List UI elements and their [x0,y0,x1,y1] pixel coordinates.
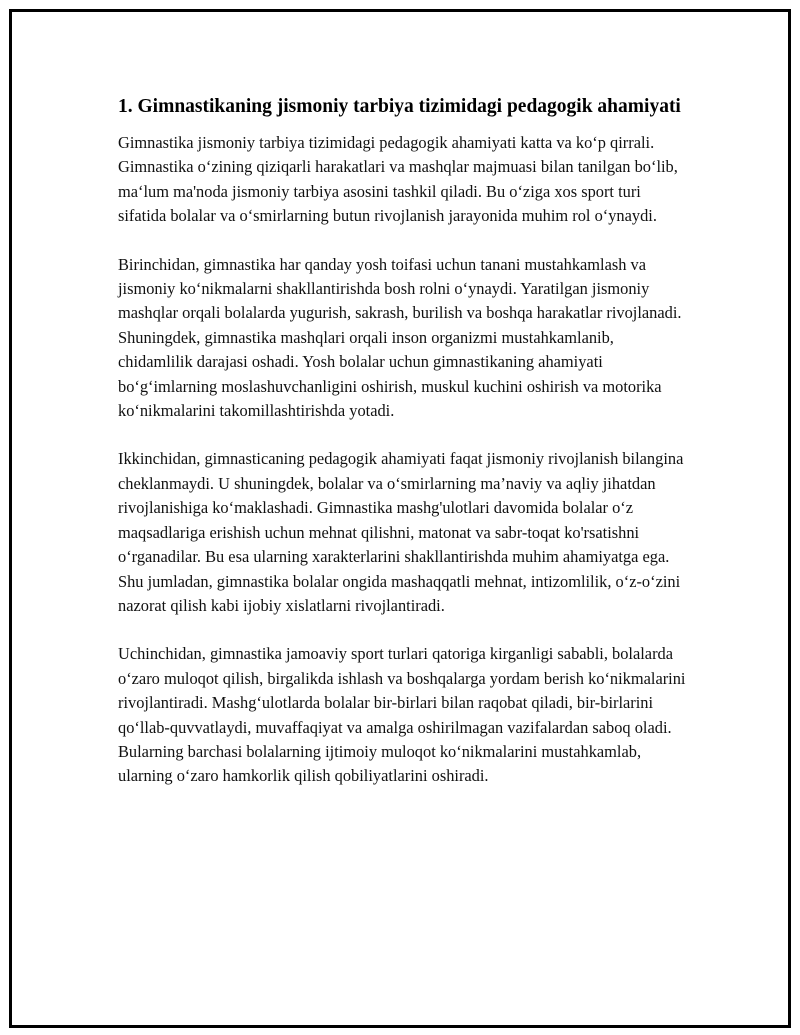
paragraph-intro: Gimnastika jismoniy tarbiya tizimidagi pedagogik ahamiyati katta va ko‘p qirrali. Gimnastika o‘zining qiziqarli harakatlari va mashqlar majmuasi bilan tanilgan bo‘lib, ma‘lum ma'noda jismoniy tarbiya asosini tashkil qiladi. Bu o‘ziga xos sport turi sifatida bolalar va o‘smirlarning butun rivojlanish jarayonida muhim rol o‘ynaydi. [118,133,678,226]
paragraph-first-point: Birinchidan, gimnastika har qanday yosh toifasi uchun tanani mustahkamlash va jismoniy ko‘nikmalarni shakllantirishda bosh rolni o‘ynaydi. Yaratilgan jismoniy mashqlar orqali bolalarda yugurish, sakrash, burilish va boshqa harakatlar rivojlanadi. Shuningdek, gimnastika mashqlari orqali inson organizmi mustahkamlanib, chidamlilik darajasi oshadi. Yosh bolalar uchun gimnastikaning ahamiyati bo‘g‘imlarning moslashuvchanligini oshirish, muskul kuchini oshirish va motorika ko‘nikmalarini takomillashtirishda yotadi. [118,254,682,421]
section-heading: 1. Gimnastikaning jismoniy tarbiya tizimidagi pedagogik ahamiyati [118,96,681,117]
document-body [118,93,688,813]
paragraph-second-point: Ikkinchidan, gimnasticaning pedagogik ahamiyati faqat jismoniy rivojlanish bilangina cheklanmaydi. U shuningdek, bolalar va o‘smirlarning ma’naviy va aqliy jihatdan rivojlanishiga ko‘maklashadi. Gimnastika mashg'ulotlari davomida bolalar o‘z maqsadlariga erishish uchun mehnat qilishni, matonat va sabr-toqat ko'rsatishni o‘rganadilar. Bu esa ularning xarakterlarini shakllantirishda muhim ahamiyatga ega. Shu jumladan, gimnastika bolalar ongida mashaqqatli mehnat, intizomlilik, o‘z-o‘zini nazorat qilish kabi ijobiy xislatlarni rivojlantiradi. [118,449,684,615]
paragraph-third-point: Uchinchidan, gimnastika jamoaviy sport turlari qatoriga kirganligi sababli, bolalarda o‘zaro muloqot qilish, birgalikda ishlash va boshqalarga yordam berish ko‘nikmalarini rivojlantiradi. Mashg‘ulotlarda bolalar bir-birlari bilan raqobat qiladi, bir-birlarini qo‘llab-quvvatlaydi, muvaffaqiyat va amalga oshirilmagan vazifalardan saboq oladi. Bularning barchasi bolalarning ijtimoiy muloqot ko‘nikmalarini mustahkamlab, ularning o‘zaro hamkorlik qilish qobiliyatlarini oshiradi. [118,644,686,786]
